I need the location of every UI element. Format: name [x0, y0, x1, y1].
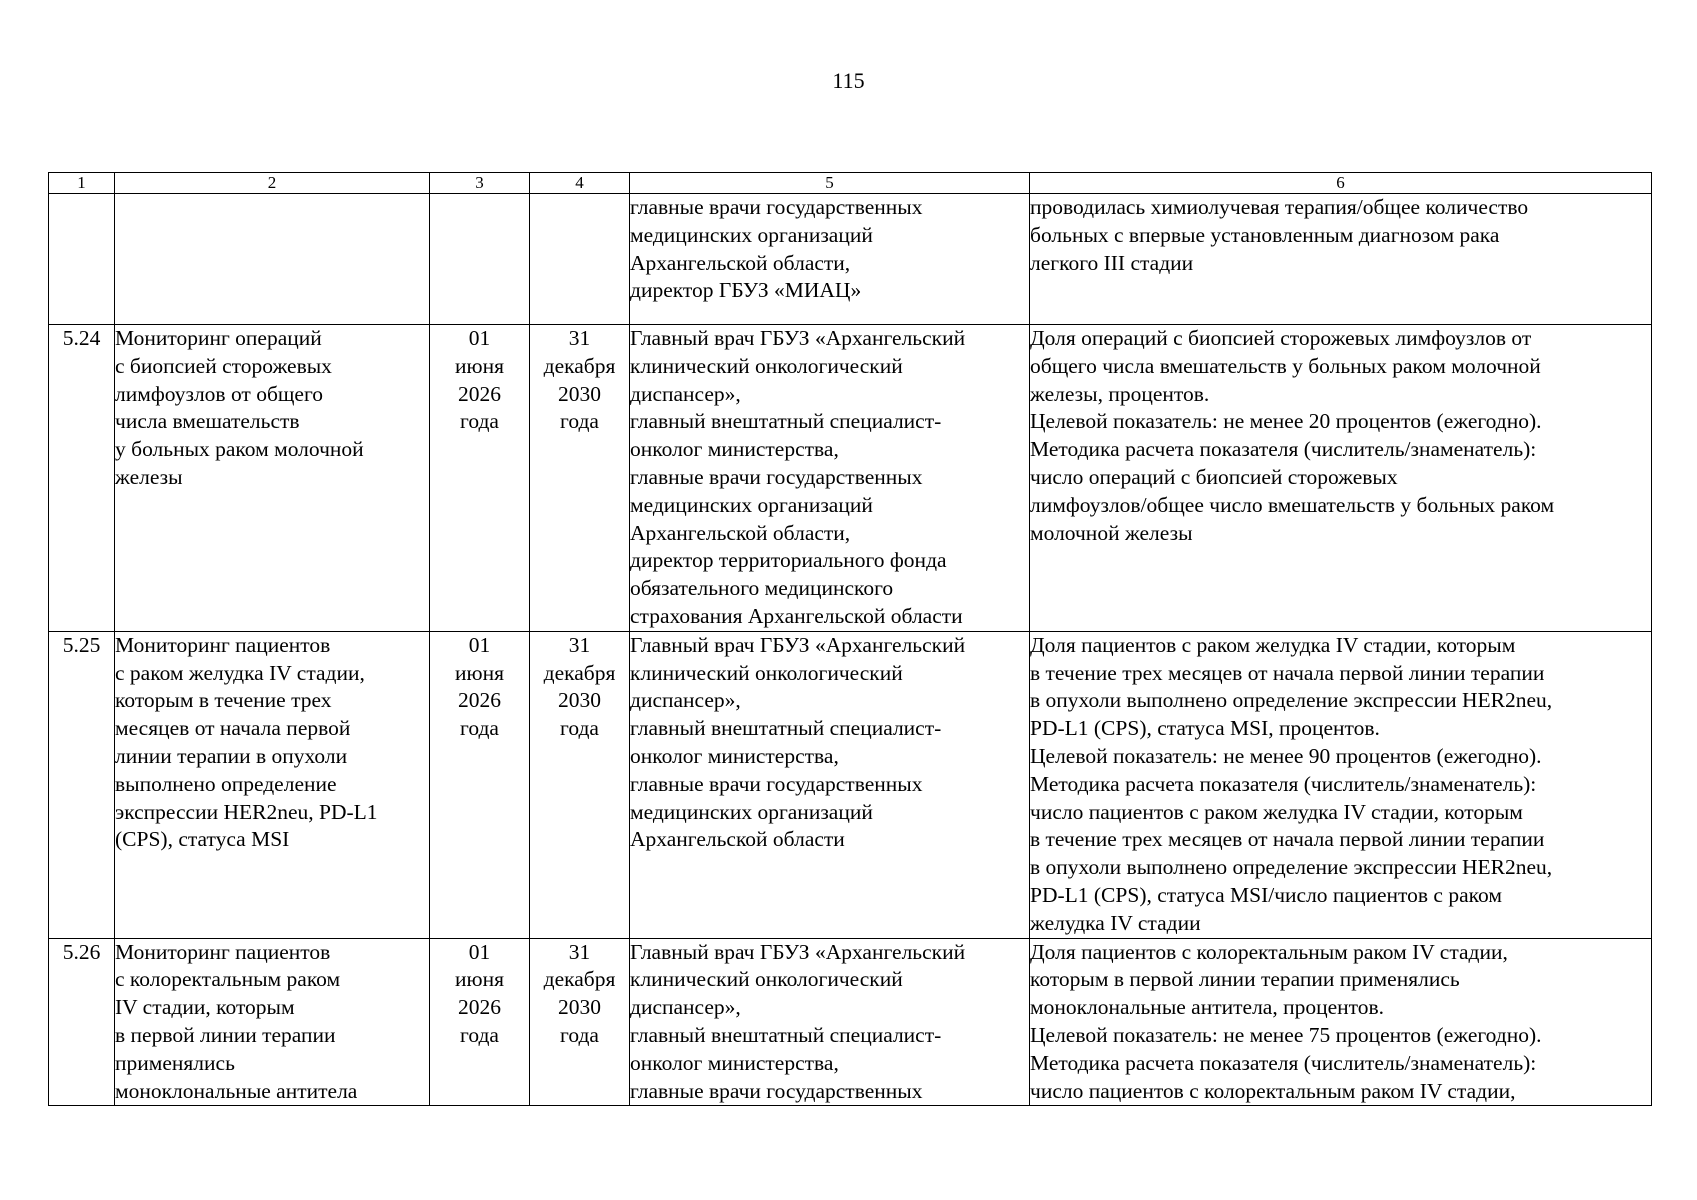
cell-line: онколог министерства, [630, 743, 839, 768]
table-row [49, 631, 1652, 938]
measures-table [48, 172, 1652, 1106]
cell-line: года [460, 409, 499, 434]
cell-line: 2026 [458, 381, 501, 406]
cell-line: декабря [543, 660, 616, 685]
cell-line: Доля пациентов с колоректальным раком IV стадии, [1030, 939, 1508, 964]
cell-line: с раком желудка IV стадии, [115, 660, 365, 685]
cell-line: у больных раком молочной [115, 437, 364, 462]
cell-line: с колоректальным раком [115, 967, 341, 992]
cell-line: месяцев от начала первой [115, 716, 351, 741]
cell-line: Главный врач ГБУЗ «Архангельский [630, 632, 966, 657]
column-number-row [49, 173, 1652, 194]
cell-line: в течение трех месяцев от начала первой линии терапии [1030, 660, 1545, 685]
cell-line: в опухоли выполнено определение экспрессии HER2neu, [1030, 855, 1553, 880]
end-date-cell [530, 631, 630, 938]
column-number-5: 5 [630, 173, 1030, 194]
cell-line: главный внештатный специалист- [630, 409, 942, 434]
cell-line: главный внештатный специалист- [630, 716, 942, 741]
cell-line: Мониторинг пациентов [115, 939, 331, 964]
cell-line: декабря [543, 353, 616, 378]
cell-line: число пациентов с раком желудка IV стадии, которым [1030, 799, 1523, 824]
column-number-2: 2 [115, 173, 430, 194]
cell-line: Доля пациентов с раком желудка IV стадии, которым [1030, 632, 1516, 657]
cell-line: 31 [568, 939, 591, 964]
cell-line: линии терапии в опухоли [115, 743, 348, 768]
cell-line: главный внештатный специалист- [630, 1022, 942, 1047]
cell-line: в течение трех месяцев от начала первой линии терапии [1030, 827, 1545, 852]
start-date-cell [430, 938, 530, 1106]
cell-line: Целевой показатель: не менее 75 процентов (ежегодно). [1030, 1022, 1542, 1047]
cell-line: диспансер», [630, 995, 741, 1020]
cell-line: (CPS), статуса MSI [115, 827, 290, 852]
cell-line: которым в течение трех [115, 688, 332, 713]
measure-title-cell [115, 631, 430, 938]
cell-line: 2026 [458, 995, 501, 1020]
column-number-3: 3 [430, 173, 530, 194]
cell-line: страхования Архангельской области [630, 603, 963, 628]
item-number-cell [49, 194, 115, 325]
start-date-cell [430, 325, 530, 632]
cell-line: диспансер», [630, 688, 741, 713]
cell-line: 01 [468, 632, 491, 657]
item-number-cell [49, 631, 115, 938]
cell-line: выполнено определение [115, 771, 337, 796]
cell-line: Методика расчета показателя (числитель/знаменатель): [1030, 771, 1537, 796]
responsible-cell [630, 325, 1030, 632]
cell-line: Целевой показатель: не менее 90 процентов (ежегодно). [1030, 743, 1542, 768]
cell-line: года [560, 1022, 599, 1047]
cell-line: лимфоузлов/общее число вмешательств у больных раком [1030, 492, 1555, 517]
cell-line: IV стадии, которым [115, 995, 295, 1020]
cell-line: общего числа вмешательств у больных раком молочной [1030, 353, 1541, 378]
cell-line: 5.25 [62, 632, 101, 657]
cell-line: года [460, 716, 499, 741]
table-row [49, 325, 1652, 632]
cell-line: 01 [468, 939, 491, 964]
cell-line: Главный врач ГБУЗ «Архангельский [630, 939, 966, 964]
measure-title-cell [115, 938, 430, 1106]
cell-line: PD-L1 (CPS), статуса MSI/число пациентов с раком [1030, 882, 1502, 907]
cell-line: проводилась химиолучевая терапия/общее количество [1030, 195, 1529, 219]
cell-line: Главный врач ГБУЗ «Архангельский [630, 326, 966, 350]
cell-line: лимфоузлов от общего [115, 381, 324, 406]
table-row [49, 194, 1652, 325]
cell-line: директор ГБУЗ «МИАЦ» [630, 278, 862, 303]
cell-line: моноклональные антитела [115, 1078, 358, 1103]
cell-line: июня [455, 353, 504, 378]
cell-line: Методика расчета показателя (числитель/знаменатель): [1030, 1050, 1537, 1075]
cell-line: клинический онкологический [630, 353, 903, 378]
measure-title-cell [115, 325, 430, 632]
cell-line: число операций с биопсией сторожевых [1030, 464, 1398, 489]
cell-line: 5.26 [62, 939, 101, 964]
cell-line: число пациентов с колоректальным раком IV стадии, [1030, 1078, 1516, 1103]
page-number: 115 [832, 68, 865, 93]
cell-line: в первой линии терапии [115, 1022, 336, 1047]
cell-line: июня [455, 660, 504, 685]
cell-line: года [560, 409, 599, 434]
cell-line: Архангельской области, [630, 250, 851, 275]
cell-line: которым в первой линии терапии применялись [1030, 967, 1460, 992]
start-date-cell [430, 194, 530, 325]
cell-line: 5.24 [62, 326, 101, 350]
cell-line: обязательного медицинского [630, 576, 894, 601]
responsible-cell [630, 938, 1030, 1106]
indicator-cell [1030, 325, 1652, 632]
cell-line: Целевой показатель: не менее 20 процентов (ежегодно). [1030, 409, 1542, 434]
measure-title-cell [115, 194, 430, 325]
responsible-cell [630, 194, 1030, 325]
cell-line: экспрессии HER2neu, PD-L1 [115, 799, 378, 824]
cell-line: директор территориального фонда [630, 548, 947, 573]
cell-line: применялись [115, 1050, 235, 1075]
cell-line: главные врачи государственных [630, 1078, 923, 1103]
cell-line: в опухоли выполнено определение экспрессии HER2neu, [1030, 688, 1553, 713]
cell-line: 01 [468, 326, 491, 350]
cell-line: моноклональные антитела, процентов. [1030, 995, 1385, 1020]
cell-line: железы, процентов. [1030, 381, 1210, 406]
cell-line: Методика расчета показателя (числитель/знаменатель): [1030, 437, 1537, 462]
cell-line: 2026 [458, 688, 501, 713]
column-number-4: 4 [530, 173, 630, 194]
indicator-cell [1030, 194, 1652, 325]
cell-line: главные врачи государственных [630, 771, 923, 796]
cell-line: PD-L1 (CPS), статуса MSI, процентов. [1030, 716, 1380, 741]
cell-line: диспансер», [630, 381, 741, 406]
cell-line: Мониторинг пациентов [115, 632, 331, 657]
cell-line: числа вмешательств [115, 409, 300, 434]
cell-line: легкого III стадии [1030, 250, 1194, 275]
cell-line: с биопсией сторожевых [115, 353, 332, 378]
cell-line: Мониторинг операций [115, 326, 322, 350]
cell-line: года [560, 716, 599, 741]
start-date-cell [430, 631, 530, 938]
cell-line: молочной железы [1030, 520, 1193, 545]
cell-line: Доля операций с биопсией сторожевых лимфоузлов от [1030, 326, 1532, 350]
cell-line: клинический онкологический [630, 967, 903, 992]
end-date-cell [530, 938, 630, 1106]
cell-line: медицинских организаций [630, 492, 873, 517]
responsible-cell [630, 631, 1030, 938]
table-row [49, 938, 1652, 1106]
cell-line: Архангельской области [630, 827, 845, 852]
end-date-cell [530, 194, 630, 325]
cell-line: желудка IV стадии [1030, 910, 1201, 935]
cell-line: железы [115, 464, 183, 489]
cell-line: онколог министерства, [630, 1050, 839, 1075]
cell-line: Архангельской области, [630, 520, 851, 545]
column-number-6: 6 [1030, 173, 1652, 194]
indicator-cell [1030, 938, 1652, 1106]
cell-line: онколог министерства, [630, 437, 839, 462]
item-number-cell [49, 938, 115, 1106]
cell-line: июня [455, 967, 504, 992]
item-number-cell [49, 325, 115, 632]
cell-line: 31 [568, 326, 591, 350]
cell-line: главные врачи государственных [630, 464, 923, 489]
cell-line: главные врачи государственных [630, 195, 923, 219]
cell-line: 2030 [558, 381, 601, 406]
end-date-cell [530, 325, 630, 632]
cell-line: медицинских организаций [630, 222, 873, 247]
cell-line: 31 [568, 632, 591, 657]
indicator-cell [1030, 631, 1652, 938]
cell-line: 2030 [558, 995, 601, 1020]
cell-line: 2030 [558, 688, 601, 713]
cell-line: года [460, 1022, 499, 1047]
cell-line: больных с впервые установленным диагнозом рака [1030, 222, 1500, 247]
cell-line: клинический онкологический [630, 660, 903, 685]
cell-line: декабря [543, 967, 616, 992]
column-number-1: 1 [49, 173, 115, 194]
cell-line: медицинских организаций [630, 799, 873, 824]
